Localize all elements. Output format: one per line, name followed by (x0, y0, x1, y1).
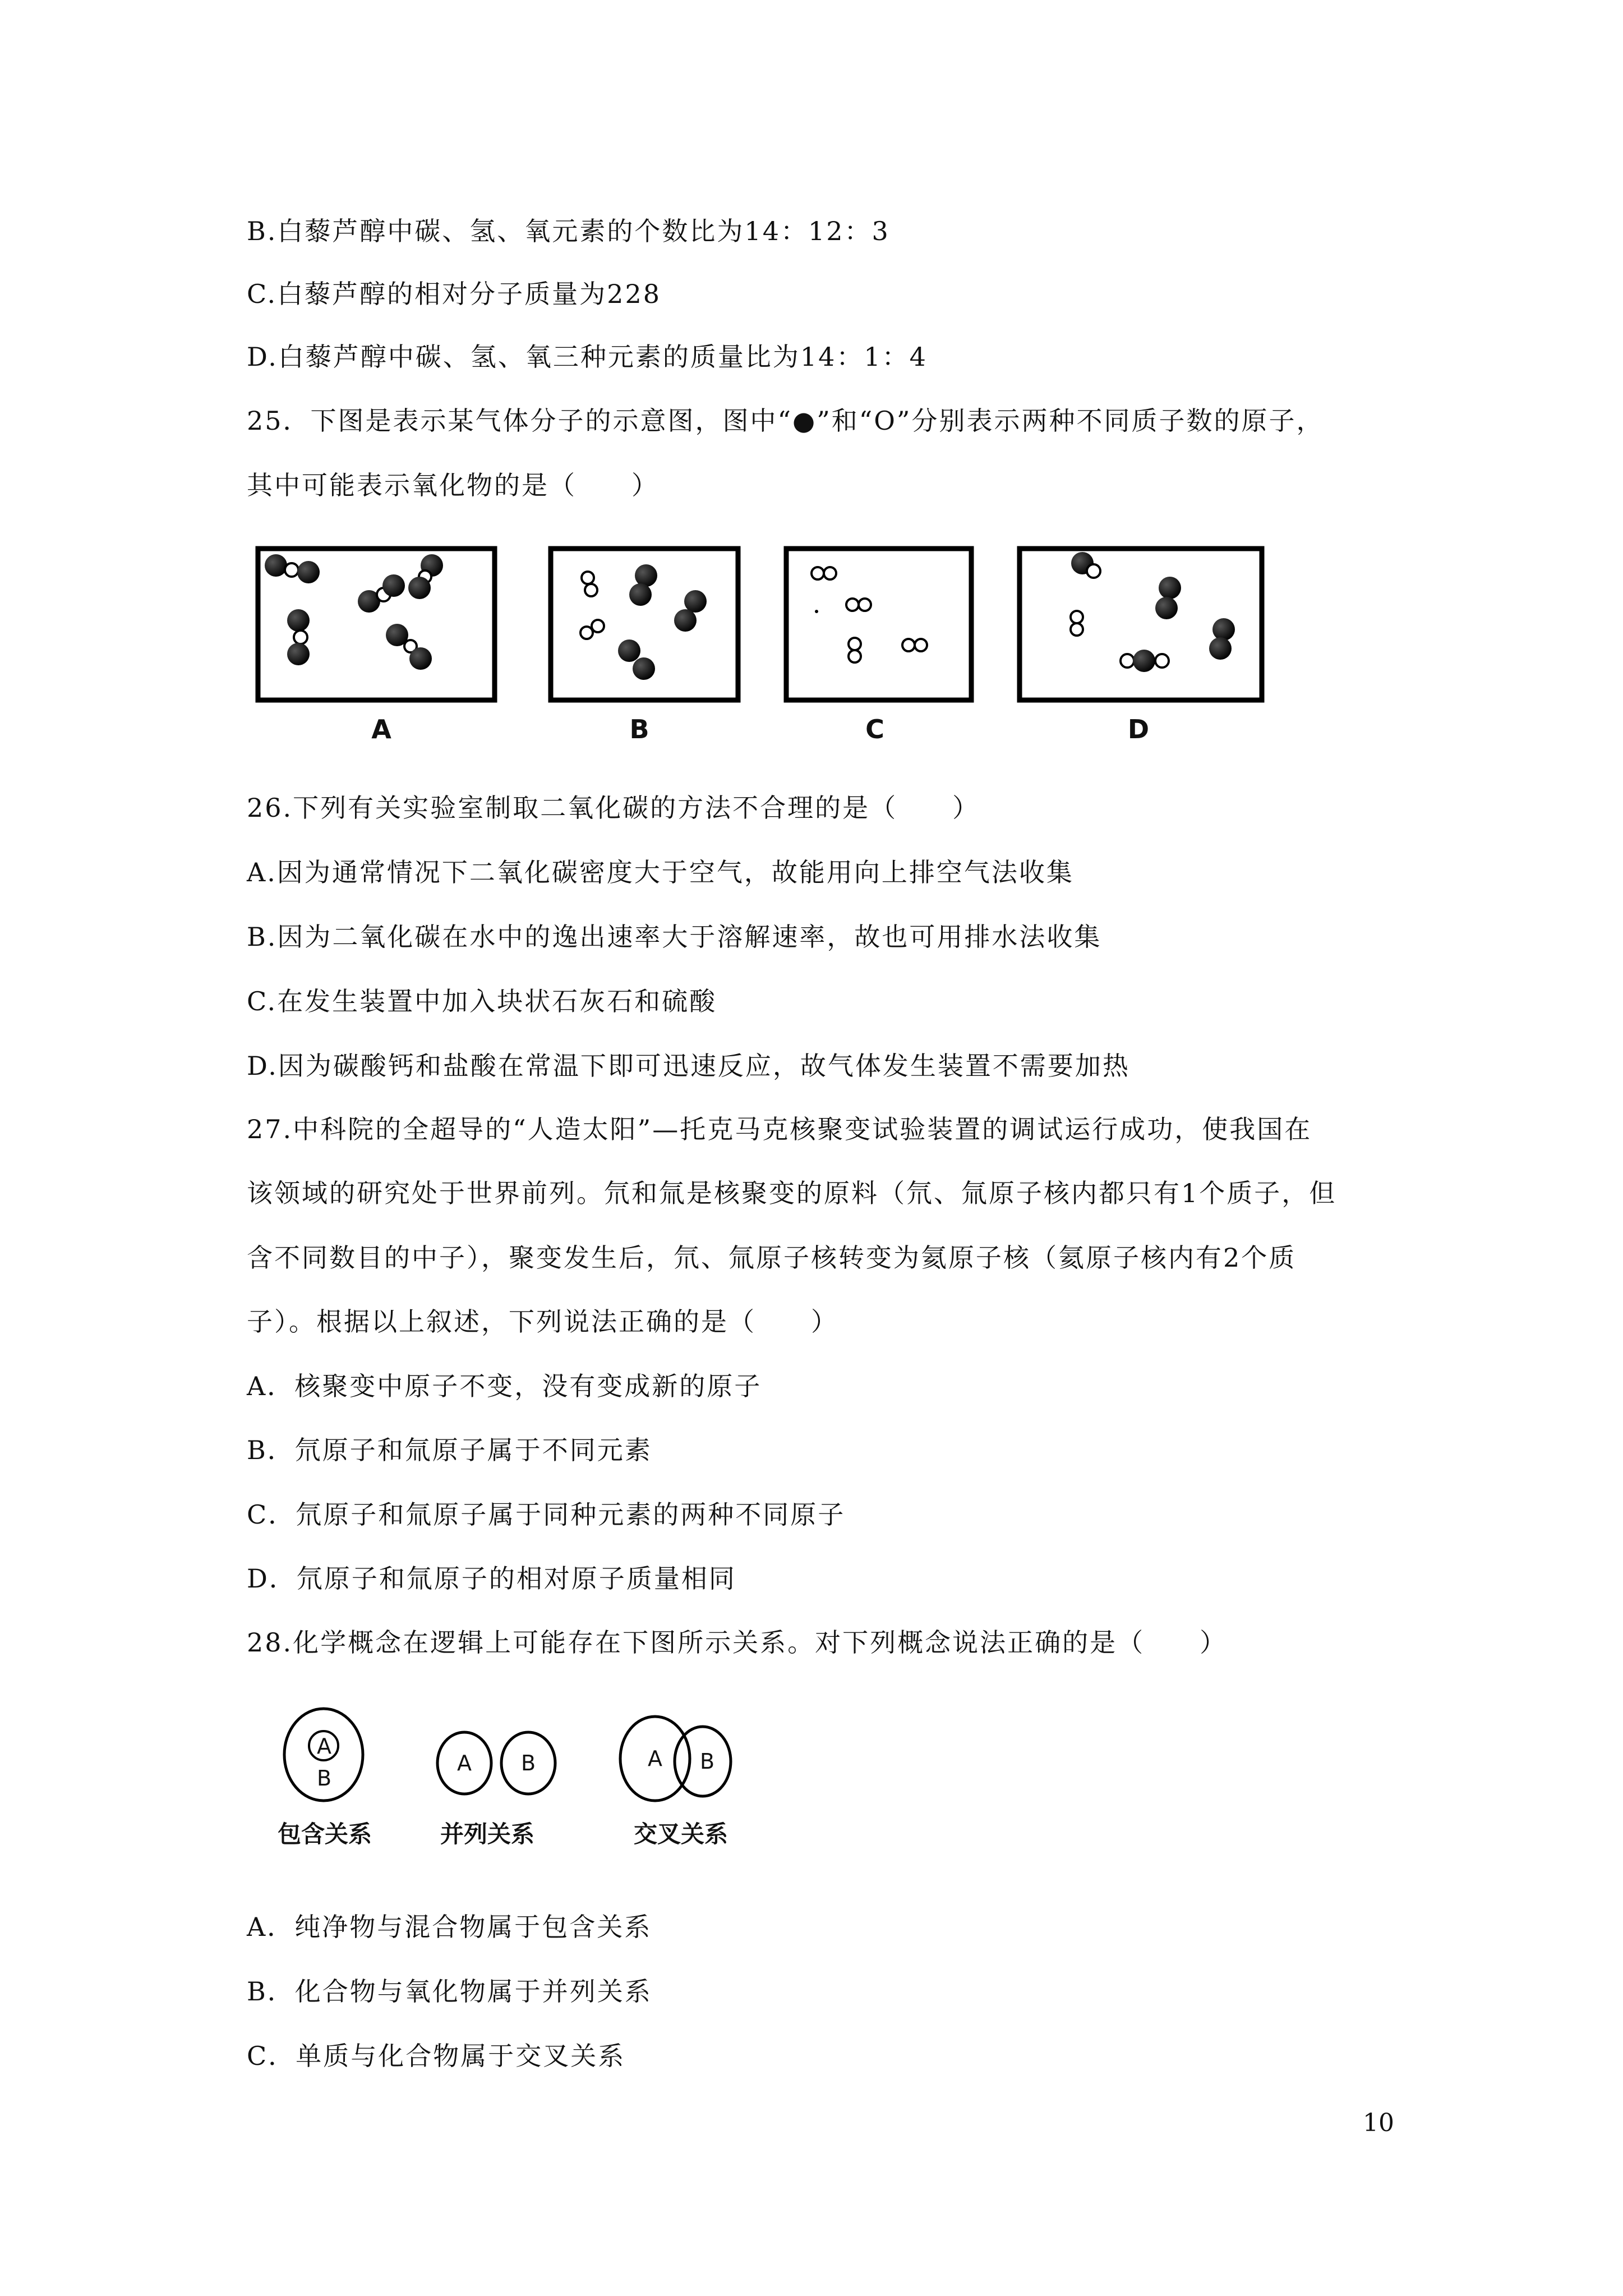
venn-inclusion-letter-b: B (317, 1766, 332, 1791)
q26-option-d: D.因为碳酸钙和盐酸在常温下即可迅速反应，故气体发生装置不需要加热 (247, 1051, 1130, 1081)
q27-option-d: D．氘原子和氚原子的相对原子质量相同 (247, 1563, 736, 1594)
molecule-diagrams (247, 539, 1273, 712)
q27-stem-line4: 子）。根据以上叙述，下列说法正确的是（ ） (247, 1306, 838, 1337)
q27-option-a: A．核聚变中原子不变，没有变成新的原子 (247, 1371, 762, 1401)
q27-stem-line1: 27.中科院的全超导的“人造太阳”—托克马克核聚变试验装置的调试运行成功，使我国在 (247, 1114, 1312, 1144)
q28-option-a: A．纯净物与混合物属于包含关系 (247, 1912, 652, 1942)
molecule-label-c: C (865, 714, 884, 744)
q27-stem-line3: 含不同数目的中子），聚变发生后，氘、氚原子核转变为氦原子核（氦原子核内有2个质 (247, 1243, 1297, 1273)
venn-inclusion-label: 包含关系 (278, 1820, 372, 1848)
q28-stem: 28.化学概念在逻辑上可能存在下图所示关系。对下列概念说法正确的是（ ） (247, 1627, 1228, 1658)
molecule-box-b (551, 549, 738, 700)
venn-parallel-letter-a: A (457, 1751, 472, 1775)
q24-option-b: B.白藜芦醇中碳、氢、氧元素的个数比为14：12：3 (247, 216, 890, 246)
q26-option-b: B.因为二氧化碳在水中的逸出速率大于溶解速率，故也可用排水法收集 (247, 922, 1102, 952)
molecule-label-b: B (629, 714, 649, 744)
venn-parallel (437, 1732, 555, 1794)
q26-option-c: C.在发生装置中加入块状石灰石和硫酸 (247, 986, 717, 1016)
q28-option-c: C．单质与化合物属于交叉关系 (247, 2041, 626, 2071)
venn-cross-letter-b: B (700, 1749, 715, 1774)
q27-stem-line2: 该领域的研究处于世界前列。氘和氚是核聚变的原料（氘、氚原子核内都只有1个质子，但 (247, 1178, 1337, 1208)
q27-option-b: B．氘原子和氚原子属于不同元素 (247, 1435, 652, 1465)
molecule-label-a: A (371, 714, 391, 744)
q26-stem: 26.下列有关实验室制取二氧化碳的方法不合理的是（ ） (247, 793, 980, 823)
molecule-box-c (786, 549, 971, 700)
molecule-label-d: D (1127, 714, 1150, 744)
q25-stem-line1: 25．下图是表示某气体分子的示意图，图中“●”和“O”分别表示两种不同质子数的原子， (247, 406, 1324, 436)
q27-option-c: C．氘原子和氚原子属于同种元素的两种不同原子 (247, 1499, 846, 1530)
venn-parallel-label: 并列关系 (440, 1820, 535, 1848)
q25-stem-line2: 其中可能表示氧化物的是（ ） (247, 470, 659, 500)
molecule-box-a (258, 549, 495, 700)
q28-option-b: B．化合物与氧化物属于并列关系 (247, 1976, 652, 2007)
q26-option-a: A.因为通常情况下二氧化碳密度大于空气，故能用向上排空气法收集 (247, 857, 1074, 887)
venn-cross-label: 交叉关系 (634, 1820, 728, 1848)
molecule-box-d (1020, 547, 1264, 700)
venn-diagrams (269, 1705, 751, 1818)
q24-option-c: C.白藜芦醇的相对分子质量为228 (247, 279, 661, 309)
venn-parallel-letter-b: B (521, 1751, 536, 1775)
venn-cross-letter-a: A (648, 1746, 662, 1771)
q24-option-d: D.白藜芦醇中碳、氢、氧三种元素的质量比为14：1：4 (247, 342, 928, 372)
venn-inclusion-letter-a: A (317, 1734, 331, 1759)
page-number: 10 (1363, 2109, 1394, 2137)
